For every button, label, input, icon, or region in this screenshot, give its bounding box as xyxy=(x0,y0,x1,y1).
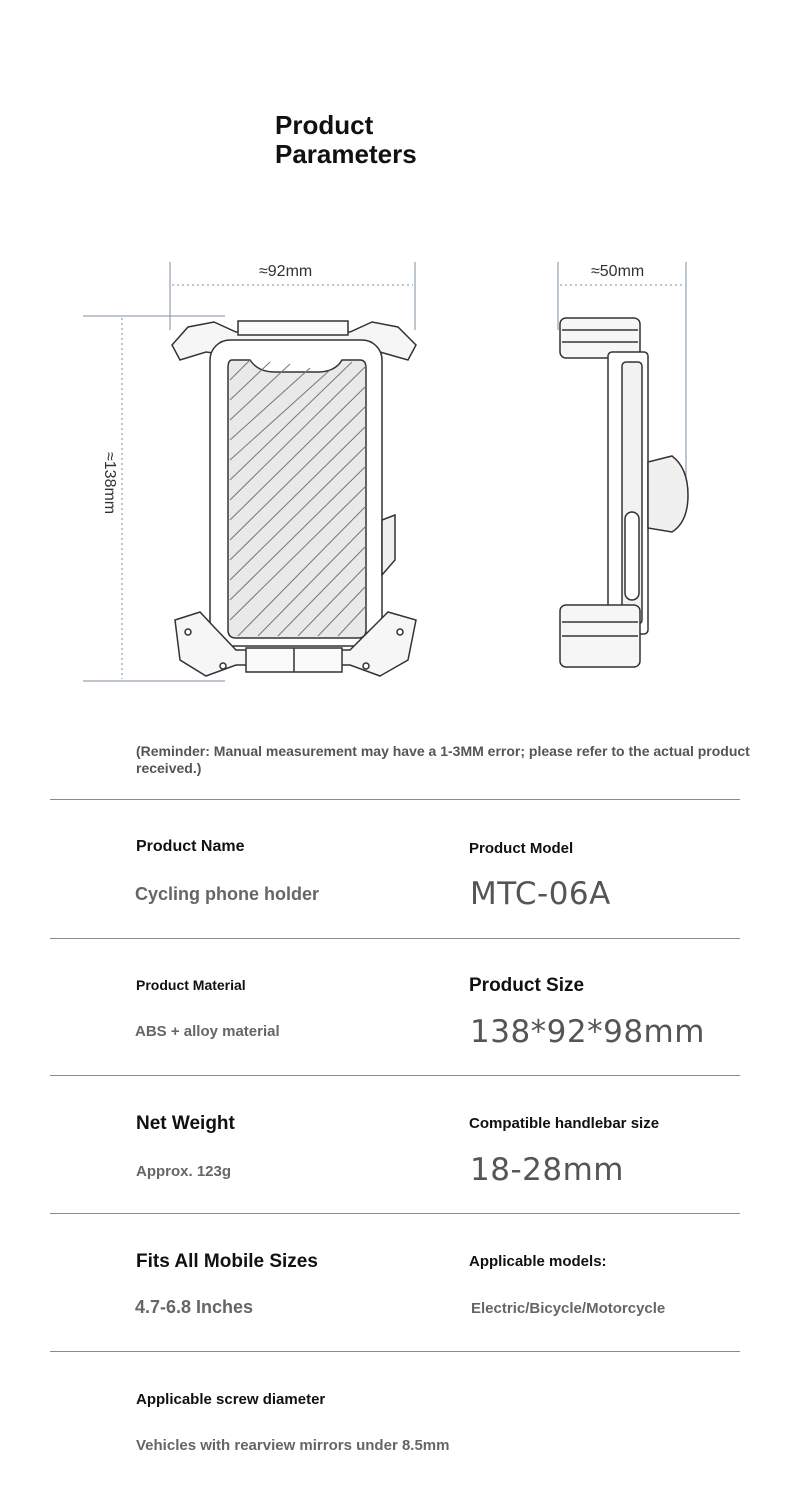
row-divider xyxy=(50,938,740,939)
handlebar-size-value: 18-28mm xyxy=(470,1152,624,1188)
product-model-value: MTC-06A xyxy=(470,876,611,912)
product-dimension-diagram xyxy=(0,0,790,700)
row-divider xyxy=(50,799,740,800)
applicable-models-value: Electric/Bicycle/Motorcycle xyxy=(471,1300,666,1317)
product-model-label: Product Model xyxy=(469,840,574,857)
applicable-models-label: Applicable models: xyxy=(469,1253,607,1270)
product-name-value: Cycling phone holder xyxy=(135,884,320,904)
front-view-drawing xyxy=(172,321,416,676)
product-material-value: ABS + alloy material xyxy=(135,1023,280,1040)
page-title-line-1: Product xyxy=(275,110,374,140)
row-divider xyxy=(50,1213,740,1214)
width-dimension-label: ≈92mm xyxy=(259,263,313,280)
handlebar-size-label: Compatible handlebar size xyxy=(469,1115,660,1132)
product-size-label: Product Size xyxy=(469,975,585,996)
fits-mobile-sizes-label: Fits All Mobile Sizes xyxy=(136,1251,318,1272)
fits-mobile-sizes-value: 4.7-6.8 Inches xyxy=(135,1297,254,1317)
product-name-label: Product Name xyxy=(136,838,245,855)
product-size-value: 138*92*98mm xyxy=(470,1014,705,1050)
measurement-reminder: (Reminder: Manual measurement may have a 1-3MM error; please refer to the actual product received.) xyxy=(136,743,750,776)
net-weight-label: Net Weight xyxy=(136,1113,235,1134)
row-divider xyxy=(50,1351,740,1352)
page-title-line-2: Parameters xyxy=(275,139,417,169)
height-dimension-label: ≈138mm xyxy=(101,452,118,515)
screw-diameter-label: Applicable screw diameter xyxy=(136,1391,326,1408)
row-divider xyxy=(50,1075,740,1076)
net-weight-value: Approx. 123g xyxy=(136,1163,232,1180)
product-material-label: Product Material xyxy=(136,977,246,993)
screw-diameter-value: Vehicles with rearview mirrors under 8.5mm xyxy=(136,1437,450,1454)
side-view-drawing xyxy=(560,318,688,667)
depth-dimension-label: ≈50mm xyxy=(591,263,645,280)
